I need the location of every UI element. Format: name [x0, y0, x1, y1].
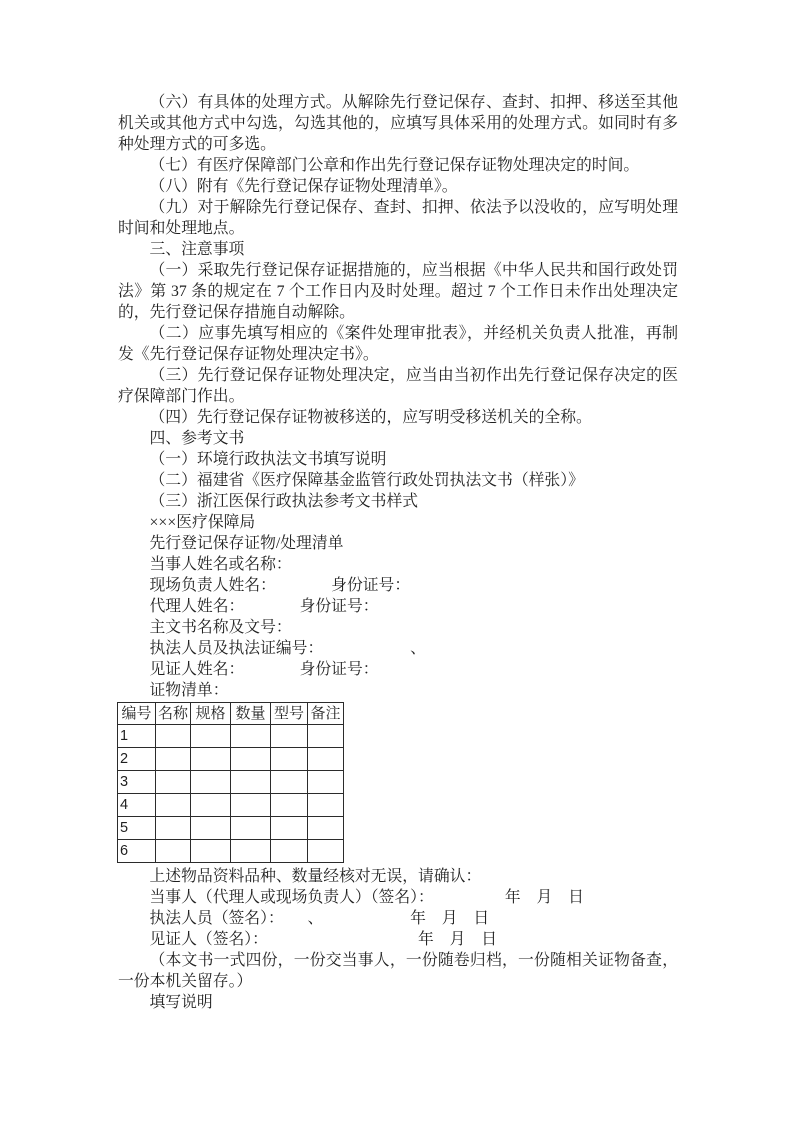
row-number-cell: 5	[118, 817, 156, 840]
paragraph: 见证人（签名）： 年 月 日	[149, 931, 498, 948]
paragraph: （六）有具体的处理方式。从解除先行登记保存、查封、扣押、移送至其他机关或其他方式中勾选，勾选其他的，应填写具体采用的处理方式。如同时有多种处理方式的可多选。	[118, 94, 678, 153]
paragraph: （七）有医疗保障部门公章和作出先行登记保存证物处理决定的时间。	[149, 157, 640, 174]
paragraph: 主文书名称及文号：	[149, 619, 292, 636]
table-header-cell: 编号	[118, 703, 156, 725]
table-cell	[308, 725, 344, 748]
paragraph: 执法人员及执法证编号： 、	[149, 640, 426, 657]
table-cell	[308, 748, 344, 771]
paragraph: （本文书一式四份，一份交当事人，一份随卷归档，一份随相关证物备查，一份本机关留存。）	[118, 952, 678, 990]
paragraph: （二）应事先填写相应的《案件处理审批表》，并经机关负责人批准，再制发《先行登记保存证物处理决定书》。	[118, 325, 678, 363]
paragraph: 上述物品资料品种、数量经核对无误，请确认：	[149, 868, 482, 885]
table-header-cell: 规格	[191, 703, 231, 725]
table-cell	[156, 748, 191, 771]
table-cell	[271, 794, 308, 817]
table-cell	[271, 771, 308, 794]
table-cell	[308, 817, 344, 840]
table-cell	[271, 725, 308, 748]
table-cell	[156, 794, 191, 817]
paragraph: （二）福建省《医疗保障基金监管行政处罚执法文书（样张）》	[149, 472, 584, 489]
table-row	[118, 840, 344, 863]
paragraph: 代理人姓名： 身份证号：	[149, 598, 379, 615]
table-row	[118, 748, 344, 771]
row-number-cell: 2	[118, 748, 156, 771]
row-number-cell: 6	[118, 840, 156, 863]
evidence-table	[117, 702, 344, 863]
paragraph: （三）浙江医保行政执法参考文书样式	[149, 493, 419, 510]
table-row	[118, 817, 344, 840]
row-number-cell: 1	[118, 725, 156, 748]
evidence-table-header	[118, 703, 344, 725]
row-number-cell: 4	[118, 794, 156, 817]
table-cell	[308, 794, 344, 817]
row-number-cell: 3	[118, 771, 156, 794]
table-cell	[271, 748, 308, 771]
evidence-table-body	[118, 725, 344, 863]
table-cell	[156, 725, 191, 748]
table-cell	[191, 748, 231, 771]
table-cell	[231, 725, 271, 748]
table-cell	[271, 817, 308, 840]
table-cell	[156, 817, 191, 840]
table-cell	[231, 748, 271, 771]
table-cell	[271, 840, 308, 863]
table-cell	[231, 771, 271, 794]
table-cell	[156, 840, 191, 863]
paragraph: 当事人姓名或名称：	[149, 556, 292, 573]
table-cell	[191, 725, 231, 748]
paragraph: （八）附有《先行登记保存证物处理清单》。	[149, 178, 458, 195]
table-cell	[231, 794, 271, 817]
table-cell	[156, 771, 191, 794]
table-cell	[231, 840, 271, 863]
table-header-cell: 数量	[231, 703, 271, 725]
paragraph: 现场负责人姓名： 身份证号：	[149, 577, 411, 594]
table-header-row	[118, 703, 344, 725]
table-cell	[308, 771, 344, 794]
table-row	[118, 794, 344, 817]
paragraph: （四）先行登记保存证物被移送的，应写明受移送机关的全称。	[149, 409, 592, 426]
paragraph: ×××医疗保障局	[149, 514, 256, 531]
table-cell	[191, 817, 231, 840]
paragraph: （三）先行登记保存证物处理决定，应当由当初作出先行登记保存决定的医疗保障部门作出。	[118, 367, 678, 405]
table-cell	[308, 840, 344, 863]
table-cell	[191, 840, 231, 863]
paragraph: 四、参考文书	[149, 430, 245, 447]
table-header-cell: 备注	[308, 703, 344, 725]
paragraph: （一）环境行政执法文书填写说明	[149, 451, 387, 468]
paragraph: （一）采取先行登记保存证据措施的，应当根据《中华人民共和国行政处罚法》第 37 条的规定在 7 个工作日内及时处理。超过 7 个工作日未作出处理决定的，先行登记保存措施自动解除。	[118, 262, 678, 321]
paragraph: 执法人员（签名）： 、 年 月 日	[149, 910, 490, 927]
paragraph: 当事人（代理人或现场负责人）（签名）： 年 月 日	[149, 889, 584, 906]
table-cell	[191, 794, 231, 817]
table-cell	[191, 771, 231, 794]
table-row	[118, 771, 344, 794]
table-header-cell: 型号	[271, 703, 308, 725]
paragraph: 见证人姓名： 身份证号：	[149, 661, 379, 678]
paragraph: 三、注意事项	[149, 241, 245, 258]
table-cell	[231, 817, 271, 840]
table-row	[118, 725, 344, 748]
paragraph: 先行登记保存证物/处理清单	[149, 535, 344, 552]
paragraph: （九）对于解除先行登记保存、查封、扣押、依法予以没收的，应写明处理时间和处理地点。	[118, 199, 678, 237]
paragraph: 填写说明	[149, 994, 213, 1011]
document-footer-text	[118, 866, 678, 1013]
paragraph: 证物清单：	[149, 682, 229, 699]
document-body-text	[118, 92, 678, 701]
table-header-cell: 名称	[156, 703, 191, 725]
